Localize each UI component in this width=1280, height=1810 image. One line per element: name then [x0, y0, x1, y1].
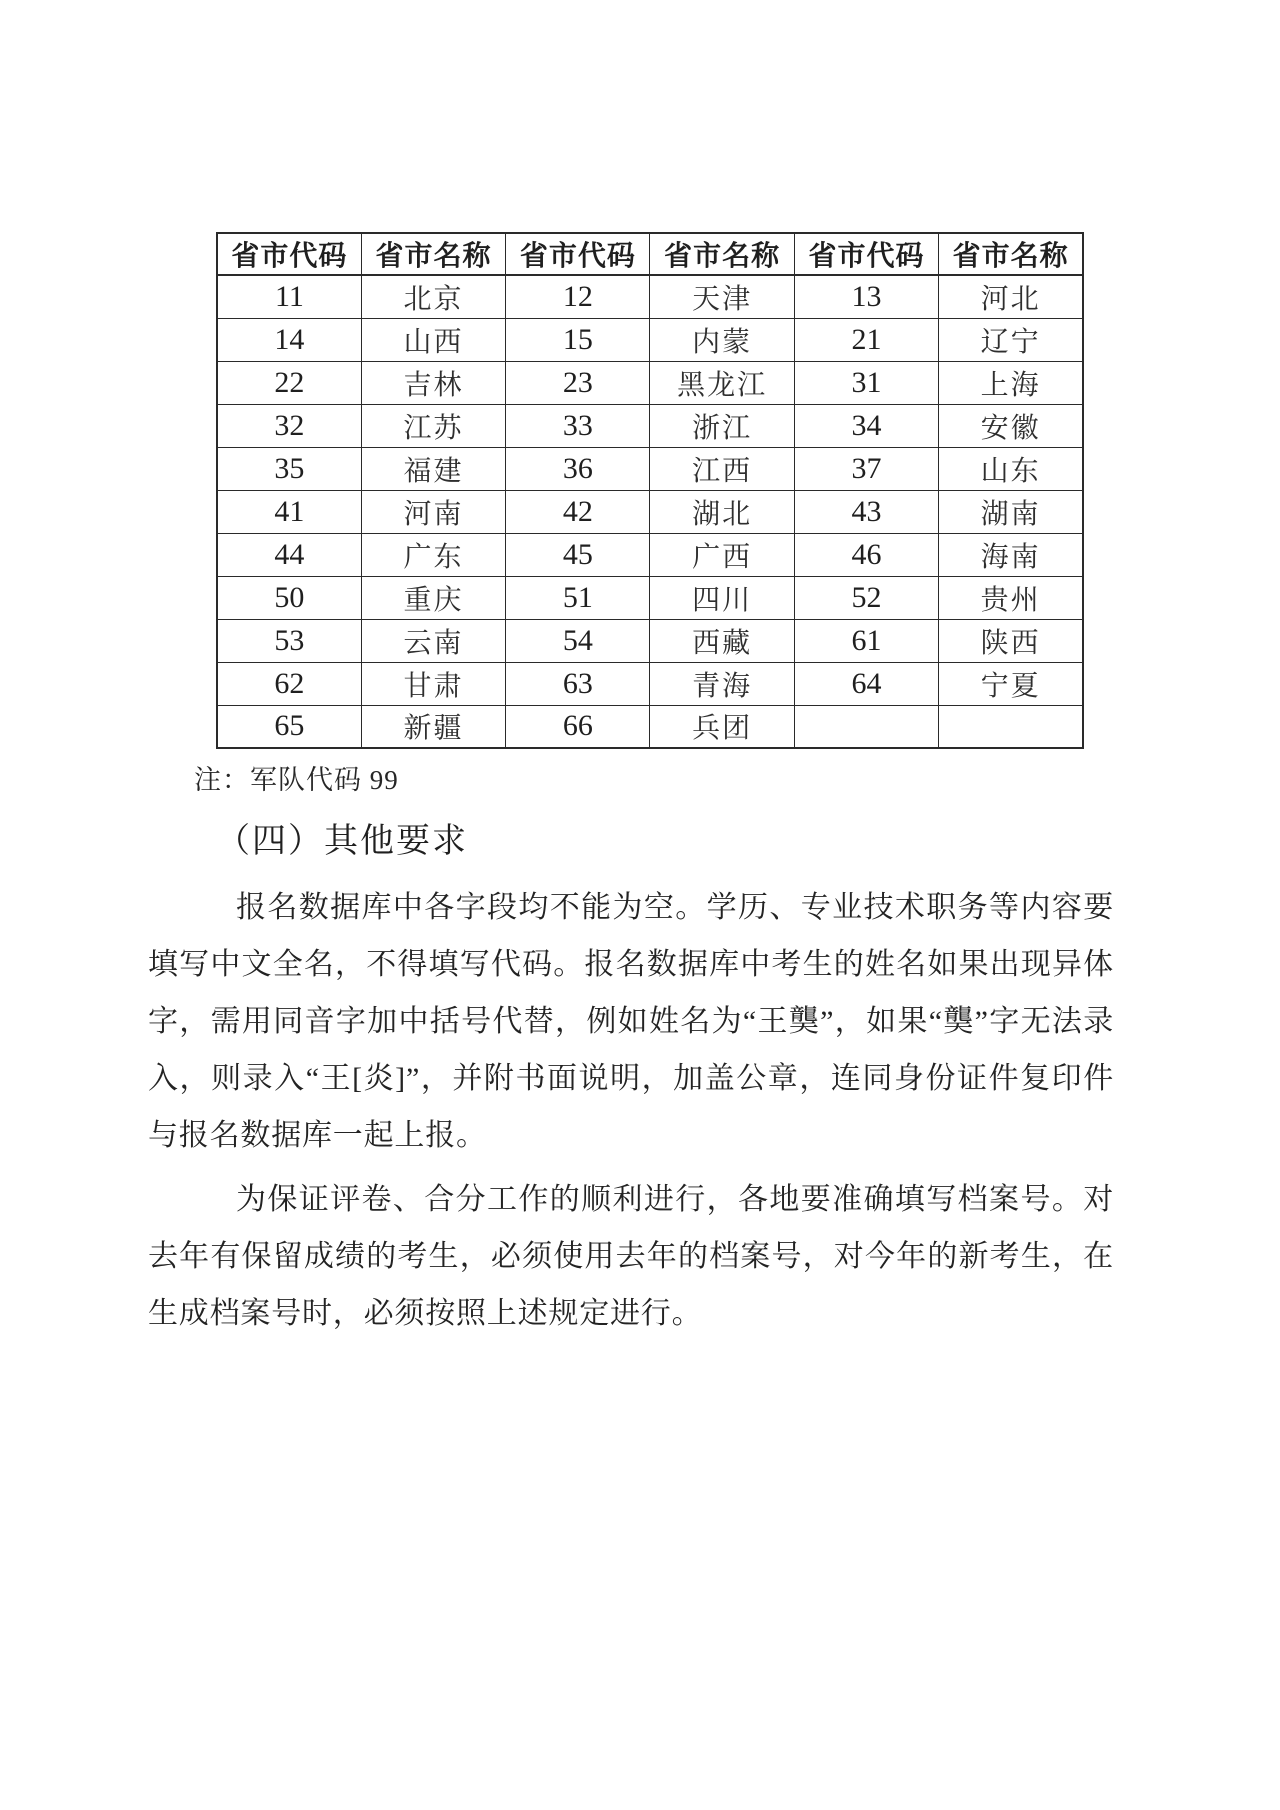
province-name-cell: 海南	[939, 533, 1083, 576]
section-heading: （四）其他要求	[216, 823, 468, 860]
province-code-cell	[794, 705, 938, 748]
table-row	[217, 318, 1083, 361]
province-code-cell: 34	[794, 404, 938, 447]
paragraph-other-requirements-2: 为保证评卷、合分工作的顺利进行，各地要准确填写档案号。对去年有保留成绩的考生，必须使用去年的档案号，对今年的新考生，在生成档案号时，必须按照上述规定进行。	[148, 1183, 1114, 1330]
province-name-cell: 安徽	[939, 404, 1083, 447]
province-name-cell: 江苏	[361, 404, 505, 447]
province-name-cell	[939, 705, 1083, 748]
province-name-cell: 兵团	[650, 705, 794, 748]
province-name-cell: 湖北	[650, 490, 794, 533]
province-name-cell: 广东	[361, 533, 505, 576]
province-code-cell: 65	[217, 705, 361, 748]
province-name-cell: 山东	[939, 447, 1083, 490]
province-code-cell: 11	[217, 275, 361, 318]
table-row	[217, 275, 1083, 318]
province-name-cell: 北京	[361, 275, 505, 318]
province-table-head	[217, 233, 1083, 275]
province-code-cell: 53	[217, 619, 361, 662]
table-header-cell: 省市名称	[650, 233, 794, 275]
province-name-cell: 内蒙	[650, 318, 794, 361]
province-name-cell: 贵州	[939, 576, 1083, 619]
province-name-cell: 西藏	[650, 619, 794, 662]
province-code-cell: 33	[506, 404, 650, 447]
province-name-cell: 陕西	[939, 619, 1083, 662]
province-name-cell: 辽宁	[939, 318, 1083, 361]
province-name-cell: 浙江	[650, 404, 794, 447]
province-code-cell: 42	[506, 490, 650, 533]
province-code-cell: 37	[794, 447, 938, 490]
table-header-cell: 省市名称	[939, 233, 1083, 275]
province-name-cell: 湖南	[939, 490, 1083, 533]
table-header-cell: 省市代码	[794, 233, 938, 275]
province-table-body	[217, 275, 1083, 748]
table-row	[217, 404, 1083, 447]
province-code-cell: 61	[794, 619, 938, 662]
province-name-cell: 福建	[361, 447, 505, 490]
table-header-cell: 省市代码	[506, 233, 650, 275]
province-code-cell: 45	[506, 533, 650, 576]
province-code-cell: 62	[217, 662, 361, 705]
province-code-cell: 63	[506, 662, 650, 705]
province-code-cell: 13	[794, 275, 938, 318]
province-code-cell: 50	[217, 576, 361, 619]
table-header-cell: 省市名称	[361, 233, 505, 275]
province-name-cell: 河北	[939, 275, 1083, 318]
table-header-row	[217, 233, 1083, 275]
province-code-cell: 32	[217, 404, 361, 447]
province-code-cell: 44	[217, 533, 361, 576]
province-name-cell: 天津	[650, 275, 794, 318]
paragraph-other-requirements-1: 报名数据库中各字段均不能为空。学历、专业技术职务等内容要填写中文全名，不得填写代码。报名数据库中考生的姓名如果出现异体字，需用同音字加中括号代替，例如姓名为“王龑”，如果“龑”字无法录入，则录入“王[炎]”，并附书面说明，加盖公章，连同身份证件复印件与报名数据库一起上报。	[148, 891, 1114, 1152]
province-code-cell: 36	[506, 447, 650, 490]
province-name-cell: 云南	[361, 619, 505, 662]
province-name-cell: 吉林	[361, 361, 505, 404]
table-row	[217, 447, 1083, 490]
province-name-cell: 江西	[650, 447, 794, 490]
province-name-cell: 广西	[650, 533, 794, 576]
province-code-cell: 35	[217, 447, 361, 490]
province-code-cell: 64	[794, 662, 938, 705]
table-row	[217, 662, 1083, 705]
table-note: 注：军队代码 99	[194, 765, 399, 795]
province-code-cell: 46	[794, 533, 938, 576]
province-name-cell: 青海	[650, 662, 794, 705]
province-code-cell: 14	[217, 318, 361, 361]
table-row	[217, 490, 1083, 533]
province-name-cell: 新疆	[361, 705, 505, 748]
province-code-cell: 41	[217, 490, 361, 533]
table-row	[217, 619, 1083, 662]
province-code-cell: 31	[794, 361, 938, 404]
province-name-cell: 重庆	[361, 576, 505, 619]
province-code-cell: 12	[506, 275, 650, 318]
table-row	[217, 576, 1083, 619]
province-code-cell: 43	[794, 490, 938, 533]
province-name-cell: 山西	[361, 318, 505, 361]
table-row	[217, 533, 1083, 576]
document-content	[148, 232, 1114, 1342]
province-code-table	[216, 232, 1084, 749]
province-name-cell: 甘肃	[361, 662, 505, 705]
table-row	[217, 705, 1083, 748]
province-code-cell: 21	[794, 318, 938, 361]
province-code-cell: 15	[506, 318, 650, 361]
province-code-cell: 66	[506, 705, 650, 748]
province-name-cell: 上海	[939, 361, 1083, 404]
province-name-cell: 河南	[361, 490, 505, 533]
table-header-cell: 省市代码	[217, 233, 361, 275]
province-code-cell: 22	[217, 361, 361, 404]
province-code-cell: 54	[506, 619, 650, 662]
province-code-cell: 51	[506, 576, 650, 619]
province-name-cell: 黑龙江	[650, 361, 794, 404]
table-row	[217, 361, 1083, 404]
province-name-cell: 宁夏	[939, 662, 1083, 705]
province-code-cell: 52	[794, 576, 938, 619]
province-code-cell: 23	[506, 361, 650, 404]
province-name-cell: 四川	[650, 576, 794, 619]
